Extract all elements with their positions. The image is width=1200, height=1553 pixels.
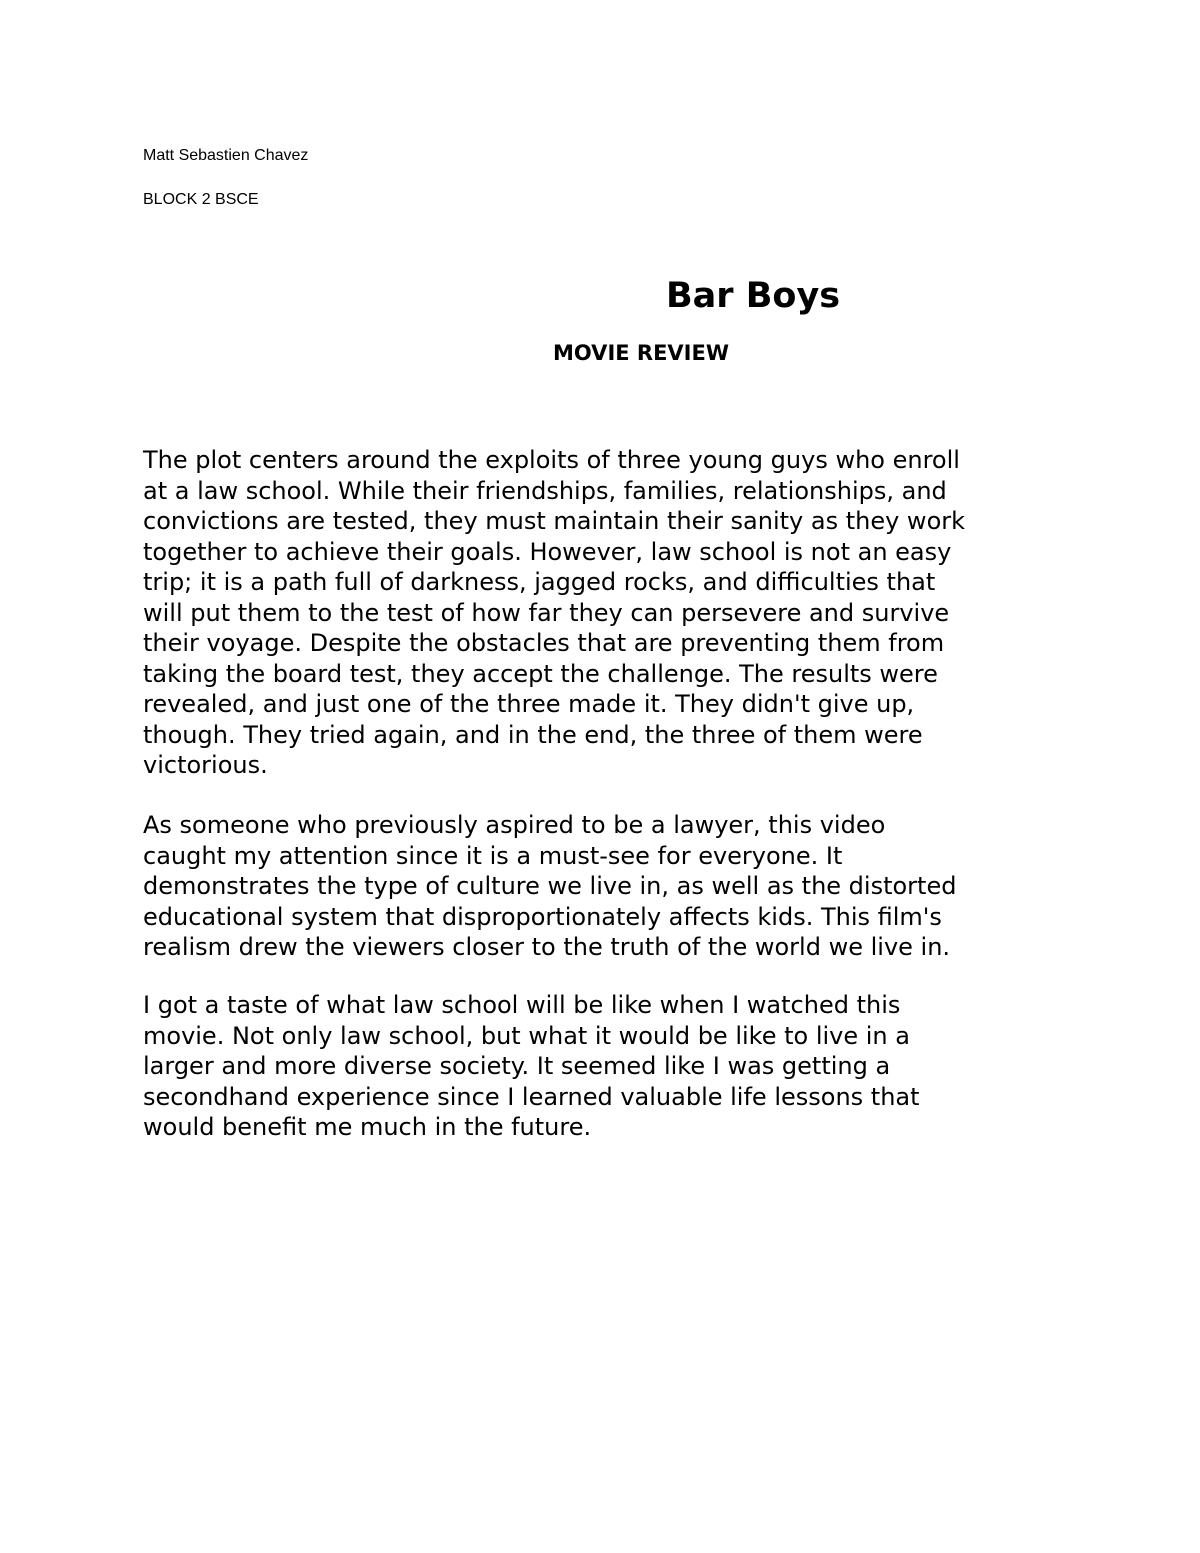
paragraph-line: educational system that disproportionately affects kids. This film's xyxy=(143,902,942,931)
paragraph-reflection xyxy=(143,990,1073,1143)
paragraph-line: together to achieve their goals. However, law school is not an easy xyxy=(143,537,952,566)
paragraph-opinion xyxy=(143,810,1073,963)
paragraph-line: caught my attention since it is a must-see for everyone. It xyxy=(143,841,843,870)
paragraph-line: at a law school. While their friendships, families, relationships, and xyxy=(143,476,947,505)
block-section: BLOCK 2 BSCE xyxy=(143,191,259,208)
paragraph-line: The plot centers around the exploits of three young guys who enroll xyxy=(143,446,960,474)
paragraph-line: larger and more diverse society. It seemed like I was getting a xyxy=(143,1052,891,1080)
paragraph-line: revealed, and just one of the three made it. They didn't give up, xyxy=(143,690,915,718)
paragraph-line: trip; it is a path full of darkness, jagged rocks, and difficulties that xyxy=(143,568,936,596)
paragraph-line: convictions are tested, they must maintain their sanity as they work xyxy=(143,507,966,535)
paragraph-line: would benefit me much in the future. xyxy=(143,1113,592,1141)
paragraph-line: victorious. xyxy=(143,751,268,779)
paragraph-line: will put them to the test of how far they can persevere and survive xyxy=(143,598,950,627)
document-title: Bar Boys xyxy=(666,276,841,316)
paragraph-line: their voyage. Despite the obstacles that are preventing them from xyxy=(143,629,945,657)
document-subtitle: MOVIE REVIEW xyxy=(553,341,729,365)
paragraph-line: though. They tried again, and in the end, the three of them were xyxy=(143,720,923,749)
paragraph-line: movie. Not only law school, but what it would be like to live in a xyxy=(143,1021,910,1050)
paragraph-line: taking the board test, they accept the challenge. The results were xyxy=(143,659,938,688)
paragraph-line: demonstrates the type of culture we live in, as well as the distorted xyxy=(143,872,957,900)
paragraph-plot xyxy=(143,445,1073,781)
paragraph-line: secondhand experience since I learned valuable life lessons that xyxy=(143,1082,920,1111)
author-name: Matt Sebastien Chavez xyxy=(143,147,309,164)
paragraph-line: I got a taste of what law school will be like when I watched this xyxy=(143,991,901,1019)
paragraph-line: As someone who previously aspired to be a lawyer, this video xyxy=(143,811,886,839)
paragraph-line: realism drew the viewers closer to the truth of the world we live in. xyxy=(143,933,951,961)
